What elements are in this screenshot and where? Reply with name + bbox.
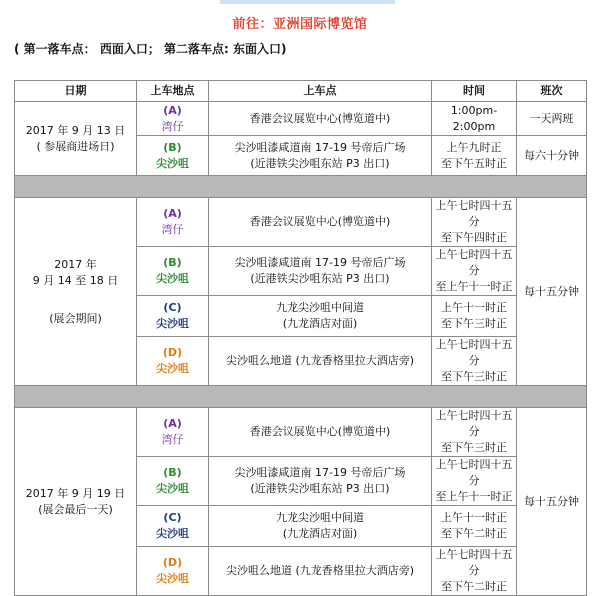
- table-row: [15, 102, 587, 136]
- district-label: 湾仔: [161, 433, 184, 446]
- table-row: [15, 198, 587, 247]
- pickup-point-line: 香港会议展览中心(博览道中): [249, 111, 391, 125]
- route-code: (B): [163, 466, 182, 479]
- time-cell: [432, 547, 517, 596]
- route-code: (B): [163, 256, 182, 269]
- time-cell: [432, 506, 517, 547]
- date-line: (展会期间): [49, 311, 102, 325]
- pickup-area-cell: [137, 506, 209, 547]
- time-cell: [432, 102, 517, 136]
- pickup-area-cell: [137, 102, 209, 136]
- separator-cell: [15, 386, 587, 408]
- pickup-point-line: 九龙尖沙咀中间道: [276, 301, 364, 314]
- district-label: 尖沙咀: [156, 272, 189, 285]
- separator-cell: [15, 176, 587, 198]
- pickup-point-cell: [209, 102, 432, 136]
- pickup-point-line: (近港铁尖沙咀东站 P3 出口): [250, 482, 390, 495]
- header-pickup-area: 上车地点: [137, 81, 209, 102]
- time-cell: [432, 198, 517, 247]
- date-line: 2017 年 9 月 13 日: [25, 123, 126, 137]
- pickup-area-cell: [137, 198, 209, 247]
- pickup-point-line: (九龙酒店对面): [282, 527, 358, 540]
- table-header-row: [15, 81, 587, 102]
- pickup-point-line: (九龙酒店对面): [282, 317, 358, 330]
- pickup-point-cell: [209, 198, 432, 247]
- route-code: (D): [162, 556, 183, 569]
- pickup-point-line: 尖沙咀么地道 (九龙香格里拉大酒店旁): [225, 564, 415, 577]
- time-line: 上午七时四十五分: [435, 338, 513, 367]
- date-cell: [15, 408, 137, 596]
- time-cell: [432, 457, 517, 506]
- pickup-point-cell: [209, 408, 432, 457]
- route-code: (C): [163, 511, 182, 524]
- time-cell: [432, 247, 517, 296]
- time-line: 至下午三时正: [441, 317, 507, 330]
- header-date: 日期: [15, 81, 137, 102]
- route-code: (A): [163, 417, 182, 430]
- district-label: 湾仔: [161, 119, 184, 133]
- pickup-point-line: (近港铁尖沙咀东站 P3 出口): [250, 156, 390, 170]
- time-line: 至下午三时正: [441, 370, 507, 383]
- date-line: (展会最后一天): [38, 502, 113, 516]
- pickup-point-line: 尖沙咀漆咸道南 17-19 号帝后广场: [234, 256, 406, 269]
- time-cell: [432, 296, 517, 337]
- frequency-cell: 一天两班: [517, 102, 587, 136]
- district-label: 尖沙咀: [156, 572, 189, 585]
- frequency-cell: 每六十分钟: [517, 136, 587, 176]
- route-code: (A): [163, 207, 182, 220]
- pickup-point-line: 香港会议展览中心(博览道中): [249, 215, 391, 228]
- date-line: ( 参展商进场日): [36, 139, 115, 153]
- header-frequency: 班次: [517, 81, 587, 102]
- time-line: 上午七时四十五分: [435, 409, 513, 438]
- time-line: 至下午四时正: [441, 231, 507, 244]
- pickup-point-cell: [209, 247, 432, 296]
- section-separator: [15, 176, 587, 198]
- district-label: 尖沙咀: [156, 362, 189, 375]
- date-line: 2017 年 9 月 19 日: [25, 486, 126, 500]
- district-label: 尖沙咀: [156, 527, 189, 540]
- pickup-area-cell: [137, 247, 209, 296]
- pickup-point-cell: [209, 457, 432, 506]
- pickup-point-line: 尖沙咀漆咸道南 17-19 号帝后广场: [234, 140, 406, 154]
- time-line: 上午七时四十五分: [435, 199, 513, 228]
- time-cell: [432, 408, 517, 457]
- top-accent-bar: [220, 0, 395, 4]
- pickup-point-line: 尖沙咀漆咸道南 17-19 号帝后广场: [234, 466, 406, 479]
- pickup-point-cell: [209, 296, 432, 337]
- route-code: (D): [162, 346, 183, 359]
- district-label: 湾仔: [161, 223, 184, 236]
- pickup-area-cell: [137, 457, 209, 506]
- table-row: [15, 408, 587, 457]
- time-cell: [432, 136, 517, 176]
- pickup-area-cell: [137, 547, 209, 596]
- district-label: 尖沙咀: [156, 156, 189, 170]
- pickup-point-cell: [209, 506, 432, 547]
- shuttle-schedule-table: [14, 80, 587, 596]
- frequency-cell: 每十五分钟: [517, 408, 587, 596]
- date-line: 2017 年: [54, 257, 97, 271]
- district-label: 尖沙咀: [156, 317, 189, 330]
- pickup-point-line: 九龙尖沙咀中间道: [276, 511, 364, 524]
- section-separator: [15, 386, 587, 408]
- time-line: 至下午二时正: [441, 580, 507, 593]
- pickup-point-line: 尖沙咀么地道 (九龙香格里拉大酒店旁): [225, 354, 415, 367]
- page-title: 前往：亚洲国际博览馆: [232, 17, 368, 32]
- pickup-point-cell: [209, 337, 432, 386]
- pickup-point-cell: [209, 547, 432, 596]
- pickup-point-line: 香港会议展览中心(博览道中): [249, 425, 391, 438]
- header-pickup-point: 上车点: [209, 81, 432, 102]
- time-line: 上午十一时正: [441, 511, 507, 524]
- district-label: 尖沙咀: [156, 482, 189, 495]
- time-line: 至下午二时正: [441, 527, 507, 540]
- time-line: 至下午三时正: [441, 441, 507, 454]
- route-code: (A): [163, 103, 182, 117]
- date-cell: [15, 102, 137, 176]
- pickup-area-cell: [137, 136, 209, 176]
- route-code: (B): [163, 140, 182, 154]
- time-line: 上午七时四十五分: [435, 458, 513, 487]
- time-cell: [432, 337, 517, 386]
- pickup-area-cell: [137, 296, 209, 337]
- header-time: 时间: [432, 81, 517, 102]
- time-line: 上午七时四十五分: [435, 548, 513, 577]
- date-line: 9 月 14 至 18 日: [32, 273, 119, 287]
- pickup-area-cell: [137, 337, 209, 386]
- time-line: 至下午五时正: [441, 156, 507, 170]
- route-code: (C): [163, 301, 182, 314]
- time-line: 上午九时正: [446, 140, 502, 154]
- time-line: 1:00pm-2:00pm: [450, 103, 498, 133]
- pickup-point-line: (近港铁尖沙咀东站 P3 出口): [250, 272, 390, 285]
- frequency-cell: 每十五分钟: [517, 198, 587, 386]
- pickup-point-cell: [209, 136, 432, 176]
- time-line: 上午七时四十五分: [435, 248, 513, 277]
- pickup-area-cell: [137, 408, 209, 457]
- time-line: 上午十一时正: [441, 301, 507, 314]
- date-cell: [15, 198, 137, 386]
- table-body: [15, 102, 587, 596]
- time-line: 至上午十一时正: [435, 280, 513, 293]
- time-line: 至上午十一时正: [435, 490, 513, 503]
- dropoff-note: ( 第一落车点： 西面入口； 第二落车点: 东面入口): [14, 42, 287, 56]
